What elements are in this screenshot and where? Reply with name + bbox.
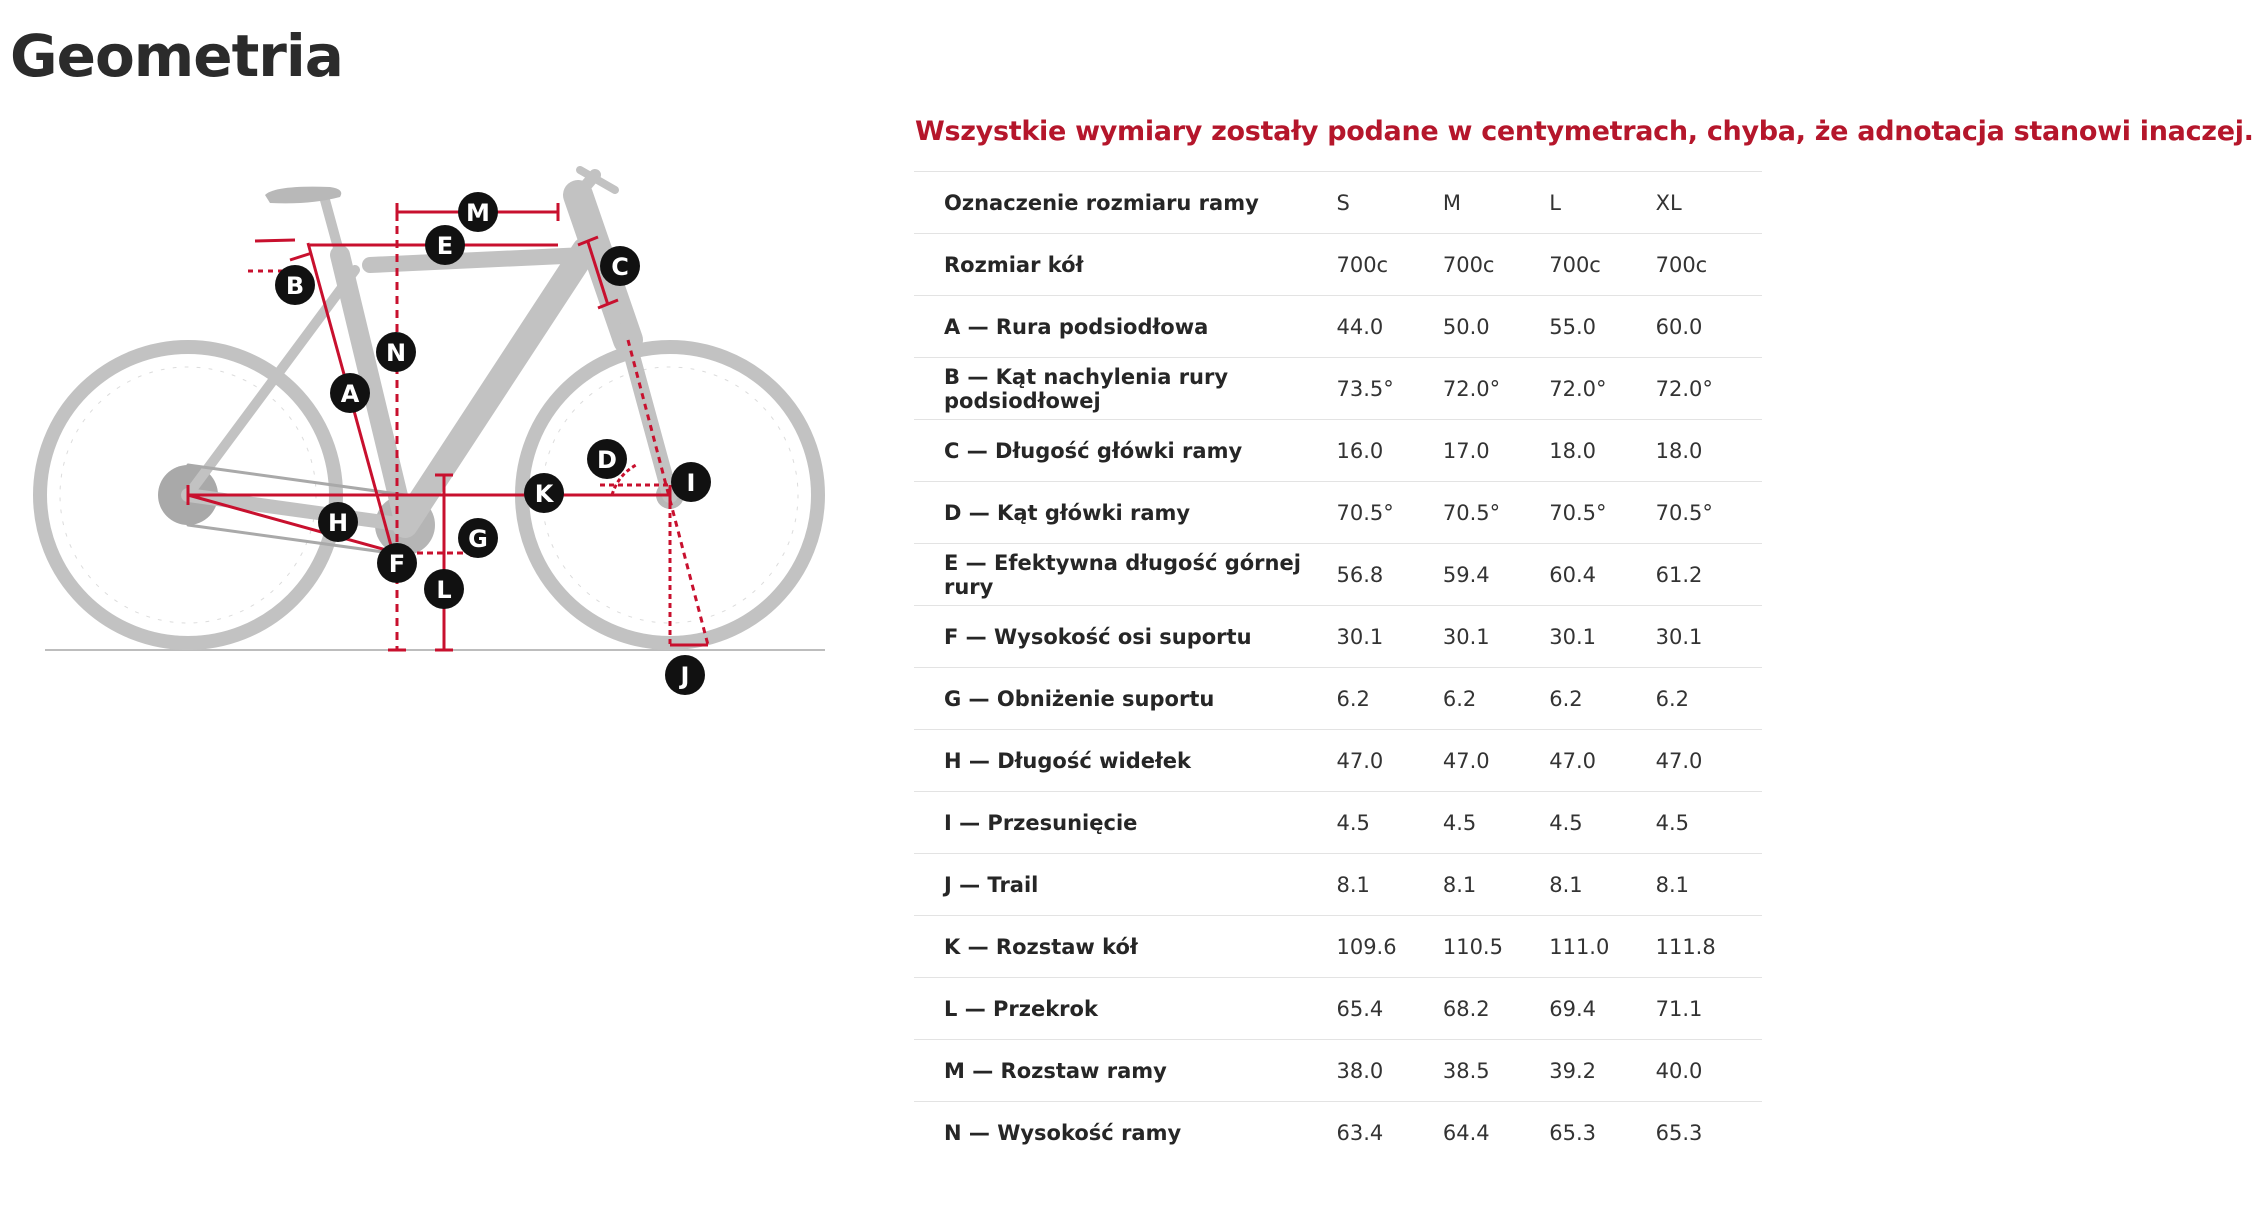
table-row <box>914 296 1762 358</box>
cell-value: 30.1 <box>1549 624 1596 649</box>
marker-k <box>524 473 564 513</box>
cell-value: 47.0 <box>1336 748 1384 773</box>
row-label: C — Długość główki ramy <box>944 438 1243 463</box>
cell-value: 73.5° <box>1336 376 1394 401</box>
cell-value: 69.4 <box>1549 996 1596 1021</box>
row-label: G — Obniżenie suportu <box>944 686 1215 711</box>
cell-value: 60.0 <box>1655 314 1703 339</box>
cell-value: 110.5 <box>1442 934 1503 959</box>
marker-b <box>275 265 315 305</box>
cell-value: 70.5° <box>1336 500 1394 525</box>
svg-text:F: F <box>388 550 406 578</box>
geometry-table <box>914 171 1762 1164</box>
cell-value: 68.2 <box>1442 996 1490 1021</box>
table-row <box>914 916 1762 978</box>
svg-text:B: B <box>285 272 305 300</box>
table-row <box>914 668 1762 730</box>
cell-value: 111.8 <box>1655 934 1716 959</box>
svg-text:K: K <box>534 480 554 508</box>
marker-l <box>424 569 464 609</box>
cell-value: 40.0 <box>1655 1058 1703 1083</box>
cell-value: 8.1 <box>1336 872 1370 897</box>
table-row <box>914 482 1762 544</box>
cell-value: 47.0 <box>1442 748 1490 773</box>
cell-value: 6.2 <box>1336 686 1370 711</box>
cell-value: 6.2 <box>1655 686 1689 711</box>
marker-i <box>671 462 711 502</box>
chainstay <box>188 495 405 525</box>
cell-value: 6.2 <box>1549 686 1583 711</box>
marker-g <box>458 518 498 558</box>
cell-value: 8.1 <box>1442 872 1477 897</box>
row-label: D — Kąt główki ramy <box>944 500 1191 525</box>
table-row <box>914 420 1762 482</box>
row-label: H — Długość widełek <box>944 748 1191 773</box>
table-header-row <box>914 172 1762 234</box>
row-label: K — Rozstaw kół <box>944 934 1138 959</box>
row-label: Rozmiar kół <box>944 252 1084 277</box>
cell-value: 111.0 <box>1549 934 1610 959</box>
table-row <box>914 544 1762 606</box>
row-label: A — Rura podsiodłowa <box>944 314 1209 339</box>
cell-value: 71.1 <box>1655 996 1703 1021</box>
cell-value: 65.4 <box>1336 996 1384 1021</box>
cell-value: 65.3 <box>1549 1120 1596 1145</box>
cell-value: 700c <box>1549 252 1601 277</box>
cell-value: 4.5 <box>1655 810 1689 835</box>
row-label: E — Efektywna długość górnej rury <box>944 550 1301 599</box>
size-m: M <box>1442 190 1461 215</box>
row-label: M — Rozstaw ramy <box>944 1058 1167 1083</box>
cell-value: 109.6 <box>1336 934 1397 959</box>
svg-text:A: A <box>340 380 360 408</box>
table-row <box>914 358 1762 420</box>
cell-value: 4.5 <box>1442 810 1477 835</box>
svg-text:H: H <box>327 509 349 537</box>
size-xl: XL <box>1655 190 1682 215</box>
cell-value: 63.4 <box>1336 1120 1384 1145</box>
cell-value: 59.4 <box>1442 562 1490 587</box>
cell-value: 50.0 <box>1442 314 1490 339</box>
cell-value: 4.5 <box>1336 810 1370 835</box>
marker-n <box>376 332 416 372</box>
cell-value: 47.0 <box>1549 748 1596 773</box>
cell-value: 65.3 <box>1655 1120 1703 1145</box>
row-label: B — Kąt nachylenia rury podsiodłowej <box>944 364 1229 413</box>
cell-value: 70.5° <box>1655 500 1713 525</box>
table-row <box>914 978 1762 1040</box>
row-label: L — Przekrok <box>944 996 1098 1021</box>
cell-value: 18.0 <box>1655 438 1703 463</box>
cell-value: 700c <box>1442 252 1495 277</box>
svg-text:M: M <box>466 199 490 227</box>
table-row <box>914 606 1762 668</box>
cell-value: 30.1 <box>1336 624 1384 649</box>
cell-value: 72.0° <box>1549 376 1607 401</box>
svg-text:I: I <box>686 469 696 497</box>
svg-text:D: D <box>597 446 617 474</box>
row-label: J — Trail <box>944 872 1039 897</box>
table-row <box>914 234 1762 296</box>
cell-value: 17.0 <box>1442 438 1490 463</box>
marker-f <box>377 543 417 583</box>
table-row <box>914 854 1762 916</box>
row-label: I — Przesunięcie <box>944 810 1138 835</box>
cell-value: 47.0 <box>1655 748 1703 773</box>
units-note: Wszystkie wymiary zostały podane w centymetrach, chyba, że adnotacja stanowi inaczej. <box>915 116 2254 147</box>
cell-value: 30.1 <box>1442 624 1490 649</box>
table-row <box>914 1040 1762 1102</box>
svg-text:E: E <box>436 232 454 260</box>
cell-value: 56.8 <box>1336 562 1384 587</box>
cell-value: 61.2 <box>1655 562 1703 587</box>
cell-value: 16.0 <box>1336 438 1384 463</box>
marker-a <box>330 373 370 413</box>
marker-c <box>600 246 640 286</box>
cell-value: 38.0 <box>1336 1058 1384 1083</box>
marker-d <box>587 439 627 479</box>
cell-value: 4.5 <box>1549 810 1583 835</box>
cell-value: 55.0 <box>1549 314 1596 339</box>
cell-value: 38.5 <box>1442 1058 1490 1083</box>
size-s: S <box>1336 190 1350 215</box>
table-row <box>914 730 1762 792</box>
marker-j <box>665 655 705 695</box>
svg-text:N: N <box>385 339 407 367</box>
row-label: F — Wysokość osi suportu <box>944 624 1252 649</box>
cell-value: 60.4 <box>1549 562 1596 587</box>
table-row <box>914 792 1762 854</box>
cell-value: 18.0 <box>1549 438 1596 463</box>
cell-value: 64.4 <box>1442 1120 1490 1145</box>
cell-value: 8.1 <box>1655 872 1689 897</box>
cell-value: 44.0 <box>1336 314 1384 339</box>
cell-value: 72.0° <box>1655 376 1713 401</box>
table-row <box>914 1102 1762 1164</box>
top-tube <box>370 255 585 265</box>
marker-e <box>425 225 465 265</box>
svg-text:C: C <box>611 253 629 281</box>
dim-b <box>255 240 295 241</box>
row-label: N — Wysokość ramy <box>944 1120 1182 1145</box>
cell-value: 39.2 <box>1549 1058 1596 1083</box>
cell-value: 700c <box>1655 252 1708 277</box>
page-title: Geometria <box>10 22 343 90</box>
seatpost <box>325 200 340 255</box>
cell-value: 70.5° <box>1442 500 1501 525</box>
chain-lower <box>188 525 405 555</box>
cell-value: 6.2 <box>1442 686 1477 711</box>
geometry-diagram <box>40 165 840 710</box>
cell-value: 72.0° <box>1442 376 1501 401</box>
svg-text:G: G <box>468 525 488 553</box>
svg-text:L: L <box>436 576 452 604</box>
cell-value: 8.1 <box>1549 872 1583 897</box>
cell-value: 700c <box>1336 252 1389 277</box>
marker-m <box>458 192 498 232</box>
marker-h <box>318 502 358 542</box>
svg-text:J: J <box>680 662 690 690</box>
size-l: L <box>1549 190 1561 215</box>
cell-value: 30.1 <box>1655 624 1703 649</box>
header-label: Oznaczenie rozmiaru ramy <box>944 190 1259 215</box>
cell-value: 70.5° <box>1549 500 1607 525</box>
